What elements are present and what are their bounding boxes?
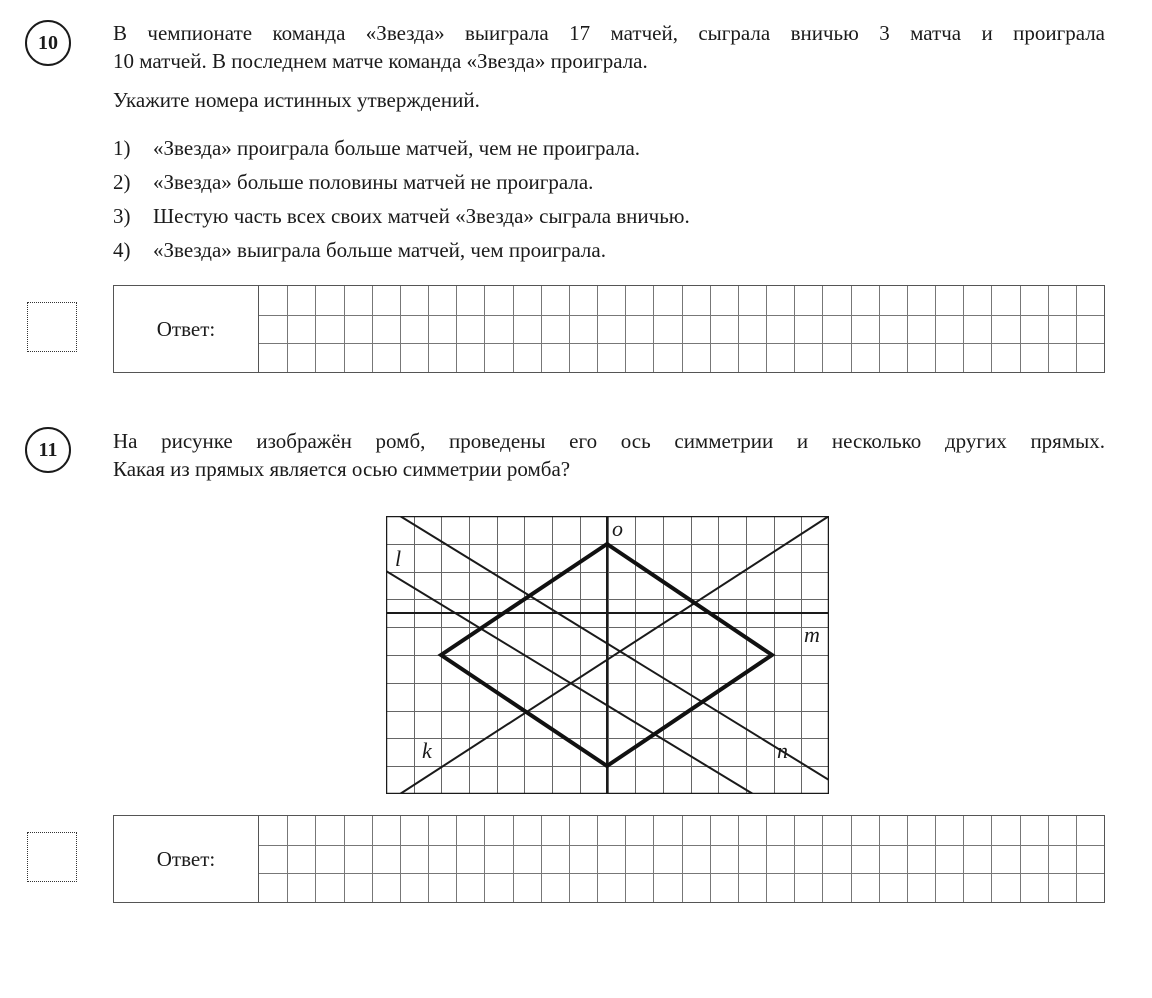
statement-text: «Звезда» больше половины матчей не проиграла. <box>153 170 594 194</box>
q10-score-box <box>27 302 77 352</box>
rhombus-figure <box>386 516 829 794</box>
q11-score-box <box>27 832 77 882</box>
question-number-11: 11 <box>25 427 71 473</box>
q11-answer-field[interactable] <box>113 815 1105 903</box>
statement-number: 1) <box>113 136 131 160</box>
statement-number: 4) <box>113 238 131 262</box>
q11-text-line1: На рисунке изображён ромб, проведены его ось симметрии и несколько других прямых. <box>113 429 1105 453</box>
statement-number: 3) <box>113 204 131 228</box>
label-o: o <box>612 516 623 541</box>
question-number-10: 10 <box>25 20 71 66</box>
label-l: l <box>395 546 402 571</box>
q11-text-line2: Какая из прямых является осью симметрии ромба? <box>113 457 571 481</box>
q10-instruction: Укажите номера истинных утверждений. <box>113 88 480 112</box>
q10-answer-field[interactable] <box>113 285 1105 373</box>
label-n: n <box>777 738 788 763</box>
statement-text: Шестую часть всех своих матчей «Звезда» сыграла вничью. <box>153 204 690 228</box>
statement-number: 2) <box>113 170 131 194</box>
statement-text: «Звезда» проиграла больше матчей, чем не проиграла. <box>153 136 641 160</box>
answer-grid <box>259 286 1104 372</box>
label-k: k <box>422 738 432 763</box>
q10-text-line1: В чемпионате команда «Звезда» выиграла 17 матчей, сыграла вничью 3 матча и проиграла <box>113 21 1105 45</box>
q10-text-line2: 10 матчей. В последнем матче команда «Звезда» проиграла. <box>113 49 648 73</box>
label-m: m <box>804 622 820 647</box>
statement-text: «Звезда» выиграла больше матчей, чем проиграла. <box>153 238 606 262</box>
answer-grid <box>259 816 1104 902</box>
answer-label: Ответ: <box>114 286 259 372</box>
answer-label: Ответ: <box>114 816 259 902</box>
